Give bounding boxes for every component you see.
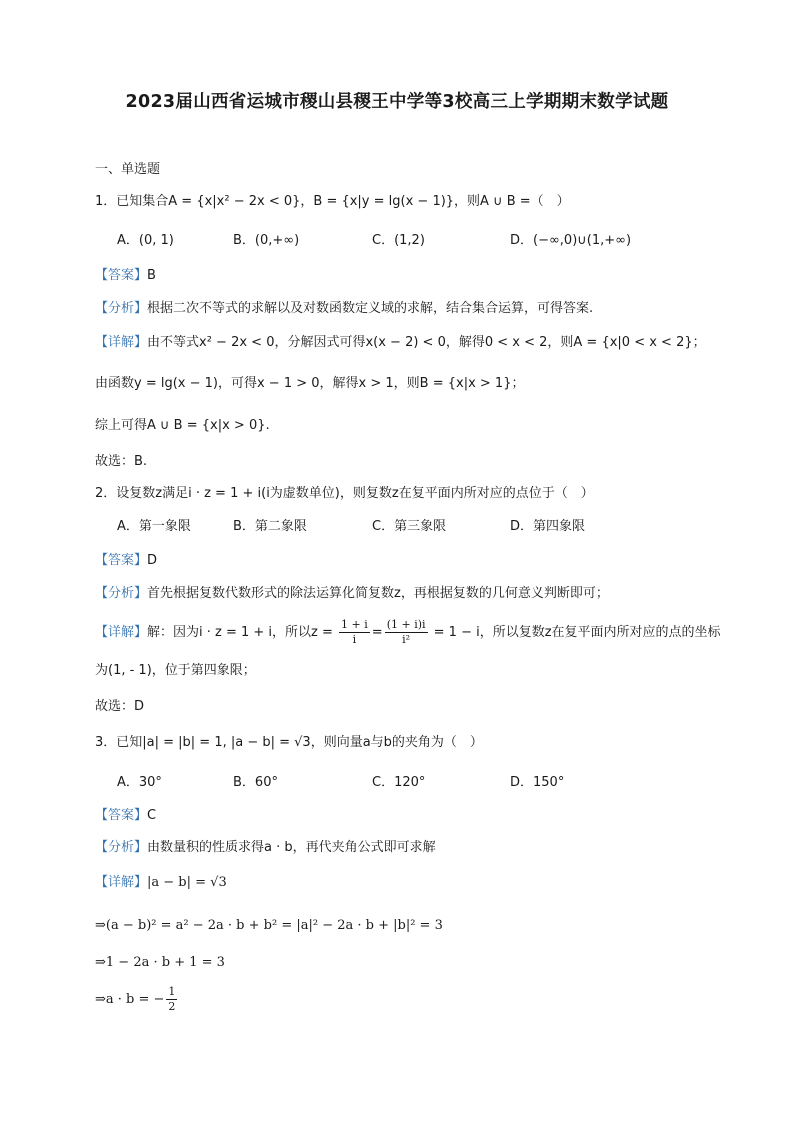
question-1-options [0,231,794,251]
q1-answer [95,266,156,286]
detail-text: |a − b| = √3 [147,875,227,890]
question-3-stem: 3．已知|a| = |b| = 1, |a − b| = √3，则向量a与b的夹角为（ ） [95,735,483,750]
q3-answer [95,806,156,826]
q2-option-b: B．第二象限 [233,519,307,534]
q2-analysis [95,584,609,604]
equals-sign: = [371,625,383,640]
detail-tag: 【详解】 [95,335,148,350]
analysis-text: 根据二次不等式的求解以及对数函数定义域的求解，结合集合运算，可得答案. [147,301,594,316]
answer-tag: 【答案】 [95,268,148,283]
answer-value: B [147,268,156,283]
fraction-1-denominator: i [352,633,357,646]
analysis-text: 首先根据复数代数形式的除法运算化简复数z，再根据复数的几何意义判断即可； [147,586,609,601]
fraction-2-numerator: (1 + i)i [386,618,426,631]
detail-tag: 【详解】 [95,625,148,640]
fraction-half [166,985,177,1014]
analysis-tag: 【分析】 [95,840,148,855]
detail-text: 由不等式x² − 2x < 0，分解因式可得x(x − 2) < 0，解得0 < x < 2，则A = {x|0 < x < 2}； [147,335,706,350]
q1-detail-line-1 [95,333,706,353]
fraction-2 [385,618,428,647]
q1-option-a: A．(0, 1) [117,233,174,248]
q3-analysis [95,838,436,858]
detail-text-a: 解：因为i · z = 1 + i，所以z = [147,625,333,640]
answer-value: C [147,808,157,823]
fraction-1 [339,618,370,647]
question-2-stem: 2．设复数z满足i · z = 1 + i(i为虚数单位)，则复数z在复平面内所对应的点位于（ ） [95,486,594,501]
q2-option-d: D．第四象限 [510,519,586,534]
detail-text-b: = 1 − i，所以复数z在复平面内所对应的点的坐标 [433,625,721,640]
q1-option-d: D．(−∞,0)∪(1,+∞) [510,233,632,248]
q3-step-3 [95,984,179,1016]
q3-option-c: C．120° [372,775,426,790]
q2-answer [95,551,157,571]
fraction-half-numerator: 1 [168,985,176,998]
q1-option-b: B．(0,+∞) [233,233,300,248]
q2-detail-line-1 [95,617,721,649]
q1-detail-line-3: 综上可得A ∪ B = {x|x > 0}. [95,418,270,433]
q2-option-a: A．第一象限 [117,519,191,534]
answer-tag: 【答案】 [95,553,148,568]
question-1-stem: 1．已知集合A = {x|x² − 2x < 0}，B = {x|y = lg(x − 1)}，则A ∪ B =（ ） [95,194,570,209]
fraction-half-denominator: 2 [168,1000,176,1013]
answer-value: D [147,553,158,568]
fraction-2-denominator: i² [402,633,411,646]
q2-option-c: C．第三象限 [372,519,447,534]
q1-conclusion: 故选：B. [95,454,148,469]
q3-option-d: D．150° [510,775,565,790]
q1-analysis [95,299,593,319]
q1-detail-line-2: 由函数y = lg(x − 1)，可得x − 1 > 0，解得x > 1，则B = {x|x > 1}； [95,376,525,391]
question-3-options [0,773,794,793]
detail-tag: 【详解】 [95,875,148,890]
q2-detail-line-2: 为(1, - 1)，位于第四象限； [95,663,256,678]
page-title: 2023届山西省运城市稷山县稷王中学等3校高三上学期期末数学试题 [125,92,669,112]
q3-option-b: B．60° [233,775,278,790]
fraction-1-numerator: 1 + i [341,618,368,631]
q3-detail-line-1 [95,873,227,893]
q1-option-c: C．(1,2) [372,233,425,248]
q2-conclusion: 故选：D [95,699,145,714]
step-3-text: ⇒a · b = − [95,992,165,1007]
q3-option-a: A．30° [117,775,162,790]
q3-step-1: ⇒(a − b)² = a² − 2a · b + b² = |a|² − 2a · b + |b|² = 3 [95,918,443,933]
analysis-text: 由数量积的性质求得a · b，再代夹角公式即可求解 [147,840,436,855]
analysis-tag: 【分析】 [95,301,148,316]
answer-tag: 【答案】 [95,808,148,823]
section-heading: 一、单选题 [95,162,161,177]
question-2-options [0,517,794,537]
analysis-tag: 【分析】 [95,586,148,601]
q3-step-2: ⇒1 − 2a · b + 1 = 3 [95,955,225,970]
